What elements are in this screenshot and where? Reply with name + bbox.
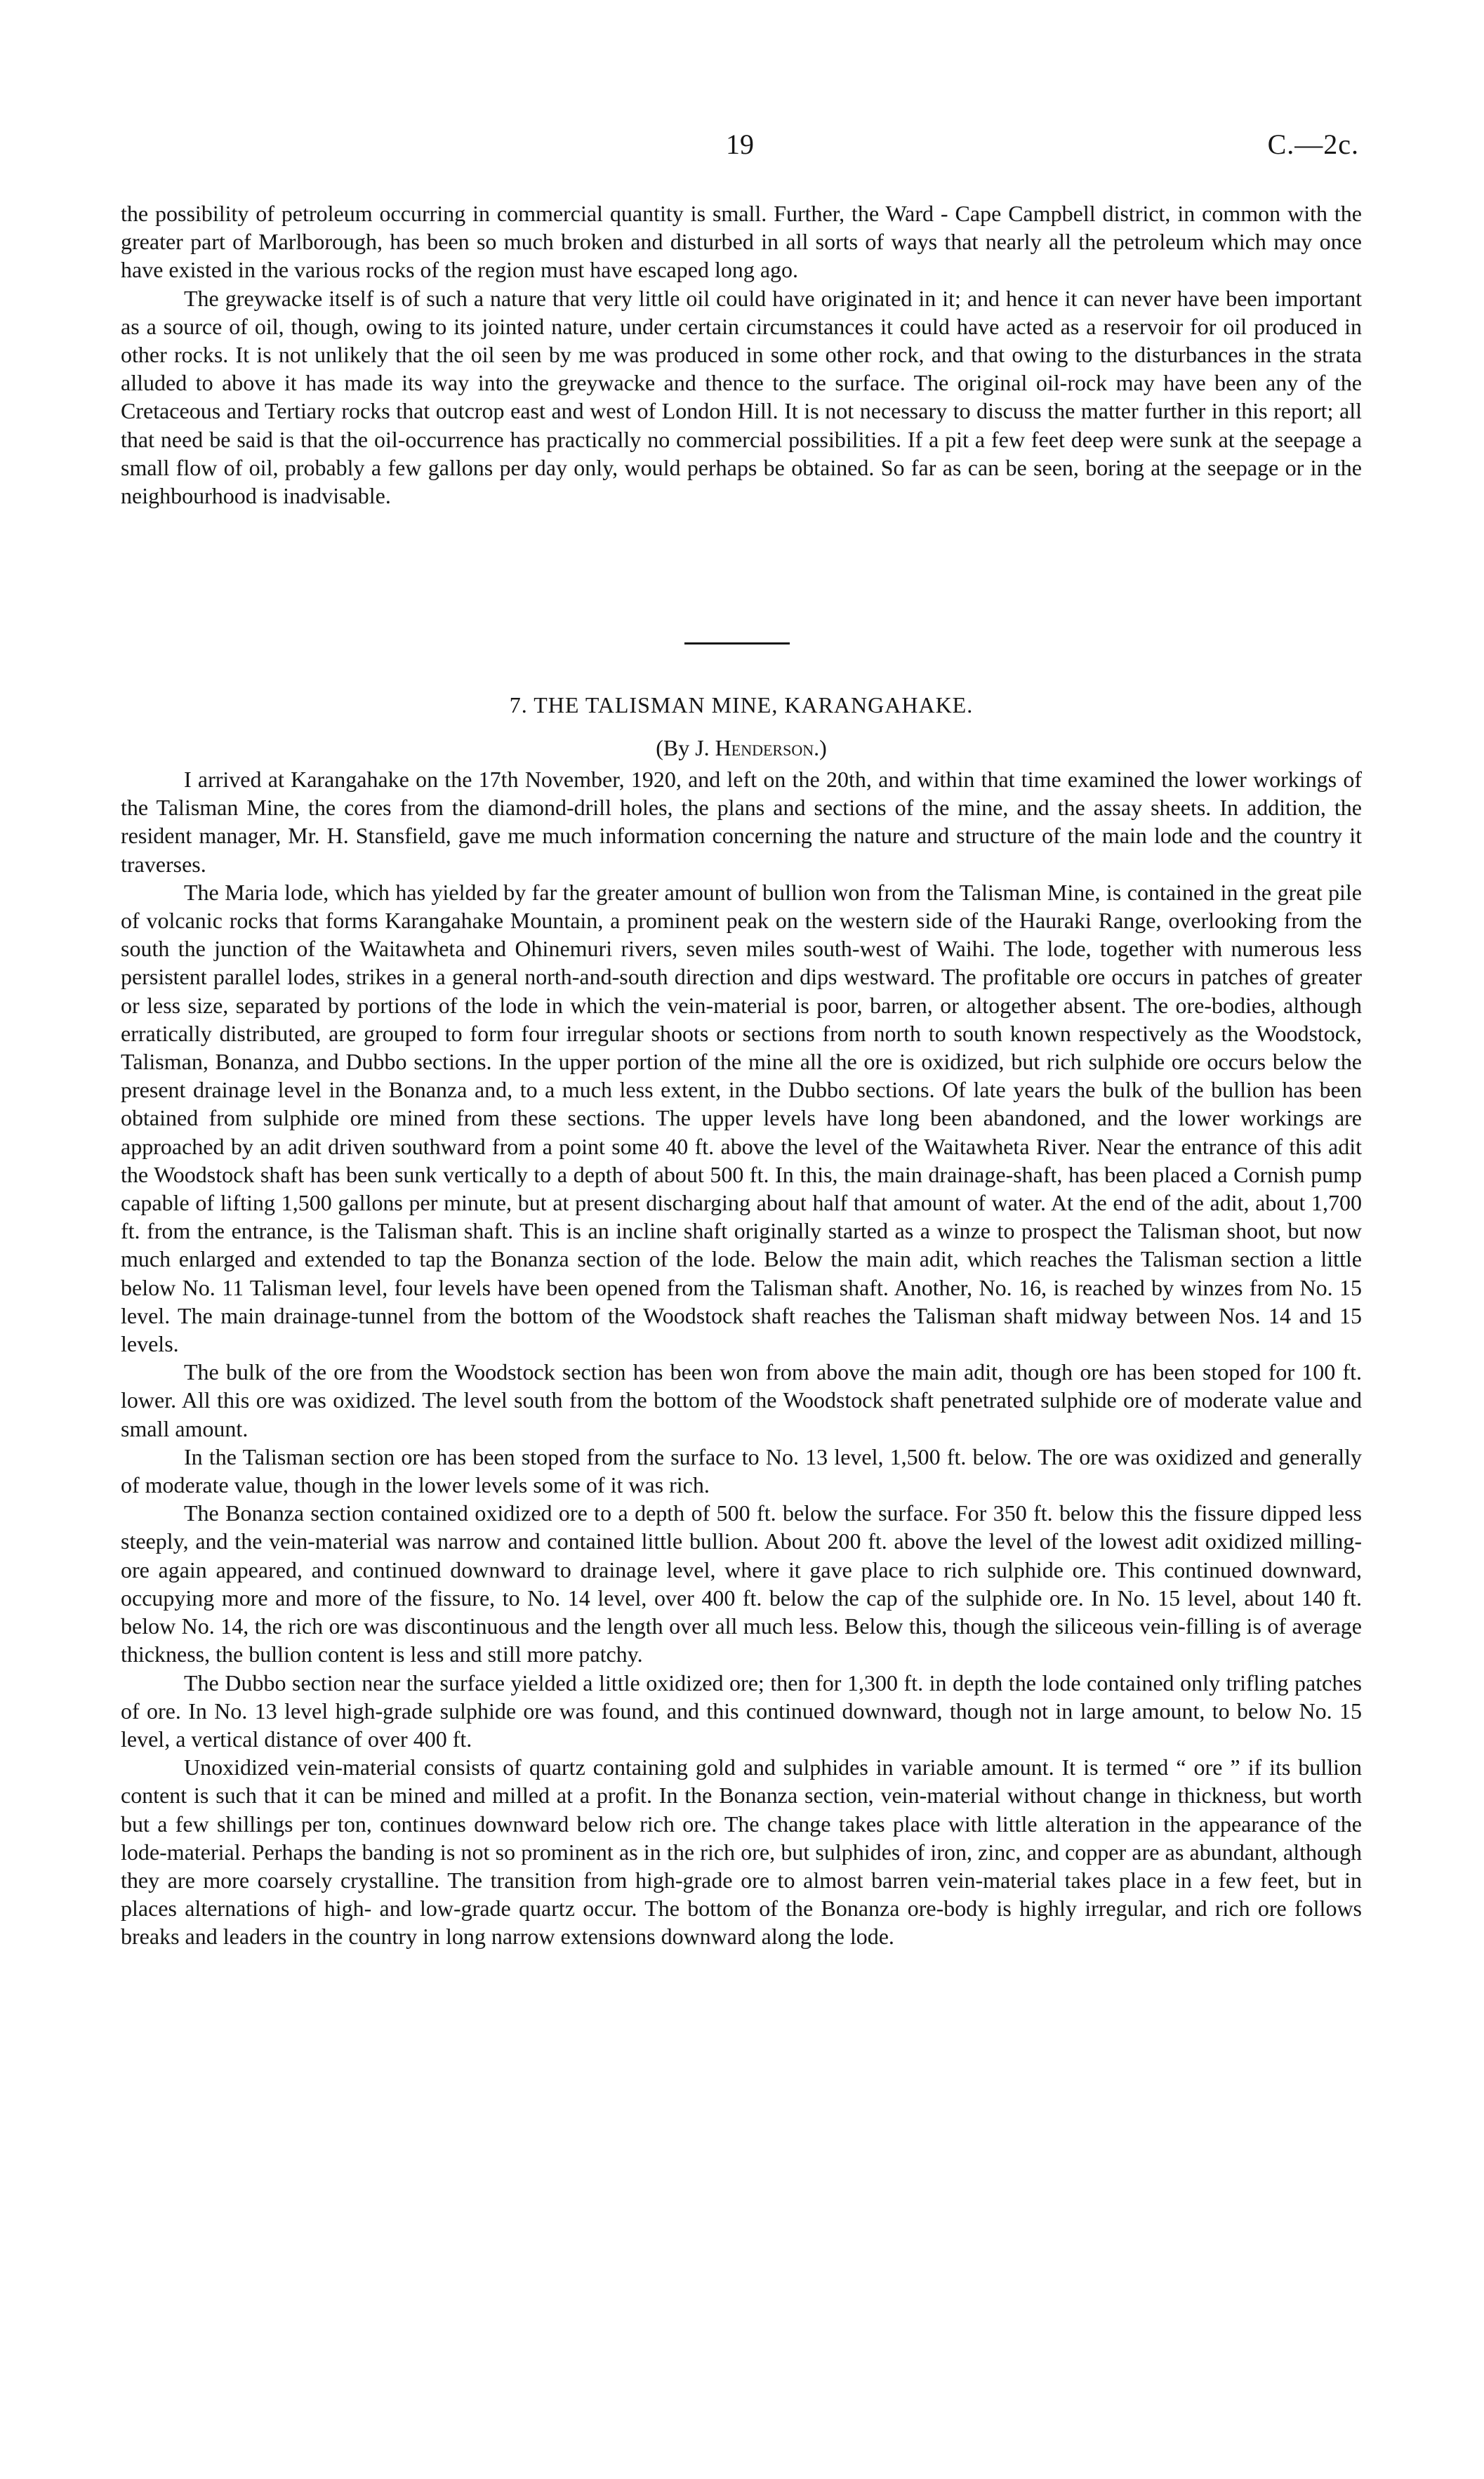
article-paragraph-6: The Dubbo section near the surface yielded a little oxidized ore; then for 1,300 ft. in depth the lode contained only trifling patches of ore. In No. 13 level high-grade sulphide ore was found, and this continued downward, though not in large amount, to below No. 15 level, a vertical distance of over 400 ft. [121,1670,1362,1752]
section-title: 7. THE TALISMAN MINE, KARANGAHAKE. [509,692,974,718]
page-header [121,125,1359,167]
article-text-block [121,765,1362,1951]
intro-paragraph-2: The greywacke itself is of such a nature that very little oil could have originated in it; and hence it can never have been important as a source of oil, though, owing to its jointed nature, under certain circumstances it could have acted as a reservoir for oil produced in other rocks. It is not unlikely that the oil seen by me was produced in some other rock, and that owing to the disturbances in the strata alluded to above it has made its way into the greywacke and thence to the surface. The original oil-rock may have been any of the Cretaceous and Tertiary rocks that outcrop east and west of London Hill. It is not necessary to discuss the matter further in this report; all that need be said is that the oil-occurrence has practically no commercial possibilities. If a pit a few feet deep were sunk at the seepage a small flow of oil, probably a few gallons per day only, would perhaps be obtained. So far as can be seen, boring at the seepage or in the neighbourhood is inadvisable. [121,285,1362,509]
section-byline [121,734,1362,762]
article-paragraph-4: In the Talisman section ore has been stoped from the surface to No. 13 level, 1,500 ft. below. The ore was oxidized and generally of moderate value, though in the lower levels some of it was rich. [121,1443,1362,1498]
page-number: 19 [726,128,754,160]
byline-author: Henderson [715,735,814,760]
article-paragraph-3: The bulk of the ore from the Woodstock section has been won from above the main adit, though ore has been stoped for 100 ft. lower. All this ore was oxidized. The level south from the bottom of the Woodstock shaft penetrated sulphide ore of moderate value and small amount. [121,1359,1362,1441]
article-paragraph-5: The Bonanza section contained oxidized ore to a depth of 500 ft. below the surface. For 350 ft. below this the fissure dipped less steeply, and the vein-material was narrow and contained little bullion. About 200 ft. above the level of the lowest adit oxidized milling-ore again appeared, and continued downward to drainage level, where it gave place to rich sulphide ore. This continued downward, occupying more and more of the fissure, to No. 14 level, over 400 ft. below the cap of the sulphide ore. In No. 15 level, about 140 ft. below No. 14, the rich ore was discontinuous and the length over all much less. Below this, though the siliceous vein-filling is of average thickness, the bullion content is less and still more patchy. [121,1500,1362,1667]
intro-text-block [121,199,1362,510]
byline-prefix: (By J. [656,735,715,760]
article-paragraph-7: Unoxidized vein-material consists of quartz containing gold and sulphides in variable amount. It is termed “ ore ” if its bullion content is such that it can be mined and milled at a profit. In the Bonanza section, vein-material without change in thickness, but worth but a few shillings per ton, continues downward below rich ore. The change takes place with little alteration in the appearance of the lode-material. Perhaps the banding is not so prominent as in the rich ore, but sulphides of iron, zinc, and copper are as abundant, although they are more coarsely crystalline. The transition from high-grade ore to almost barren vein-material takes place in a few feet, but in places alternations of high- and low-grade quartz occur. The bottom of the Bonanza ore-body is highly irregular, and rich ore follows breaks and leaders in the country in long narrow extensions downward along the lode. [121,1754,1362,1950]
byline-suffix: .) [814,735,827,760]
article-paragraph-1: I arrived at Karangahake on the 17th November, 1920, and left on the 20th, and within that time examined the lower workings of the Talisman Mine, the cores from the diamond-drill holes, the plans and sections of the mine, and the assay sheets. In addition, the resident manager, Mr. H. Stansfield, gave me much information concerning the nature and structure of the main lode and the country it traverses. [121,767,1362,877]
intro-paragraph-1: the possibility of petroleum occurring in commercial quantity is small. Further, the Ward - Cape Campbell district, in common with the greater part of Marlborough, has been so much broken and disturbed in all sorts of ways that nearly all the petroleum which may once have existed in the various rocks of the region must have escaped long ago. [121,201,1362,283]
article-paragraph-2: The Maria lode, which has yielded by far the greater amount of bullion won from the Talisman Mine, is contained in the great pile of volcanic rocks that forms Karangahake Mountain, a prominent peak on the western side of the Hauraki Range, overlooking from the south the junction of the Waitawheta and Ohinemuri rivers, seven miles south-west of Waihi. The lode, together with numerous less persistent parallel lodes, strikes in a general north-and-south direction and dips westward. The profitable ore occurs in patches of greater or less size, separated by portions of the lode in which the vein-material is poor, barren, or altogether absent. The ore-bodies, although erratically distributed, are grouped to form four irregular shoots or sections from north to south known respectively as the Woodstock, Talisman, Bonanza, and Dubbo sections. In the upper portion of the mine all the ore is oxidized, but rich sulphide ore occurs below the present drainage level in the Bonanza and, to a much less extent, in the Dubbo sections. Of late years the bulk of the bullion has been obtained from sulphide ore mined from these sections. The upper levels have long been abandoned, and the lower workings are approached by an adit driven southward from a point some 40 ft. above the level of the Waitawheta River. Near the entrance of this adit the Woodstock shaft has been sunk vertically to a depth of about 500 ft. In this, the main drainage-shaft, has been placed a Cornish pump capable of lifting 1,500 gallons per minute, but at present discharging about half that amount of water. At the end of the adit, about 1,700 ft. from the entrance, is the Talisman shaft. This is an incline shaft originally started as a winze to prospect the Talisman shoot, but now much enlarged and extended to tap the Bonanza section of the lode. Below the main adit, which reaches the Talisman section a little below No. 11 Talisman level, four levels have been opened from the Talisman shaft. Another, No. 16, is reached by winzes from No. 15 level. The main drainage-tunnel from the bottom of the Woodstock shaft reaches the Talisman shaft midway between Nos. 14 and 15 levels. [121,879,1362,1357]
document-reference: C.—2c. [1267,128,1359,160]
section-divider-rule [684,642,790,644]
